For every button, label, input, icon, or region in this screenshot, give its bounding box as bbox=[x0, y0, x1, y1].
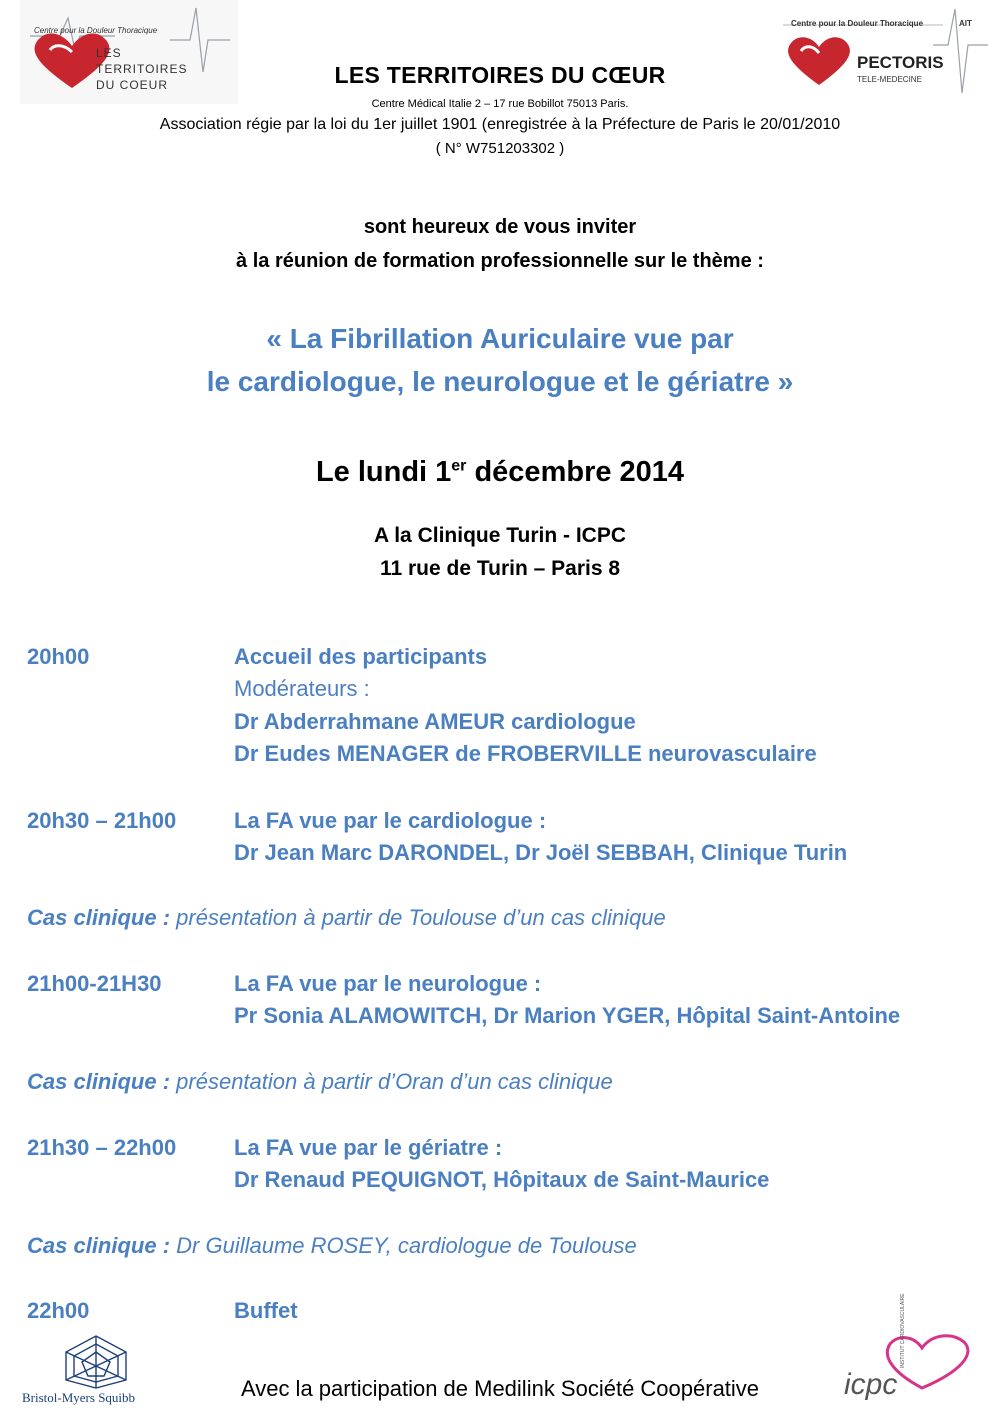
clinical-case-label: Cas clinique : bbox=[27, 1233, 171, 1258]
organization-title: LES TERRITOIRES DU CŒUR bbox=[334, 62, 666, 88]
program-title: La FA vue par le cardiologue : bbox=[234, 808, 547, 833]
organization-address: Centre Médical Italie 2 – 17 rue Bobillot 75013 Paris. bbox=[371, 98, 629, 110]
venue-address: 11 rue de Turin – Paris 8 bbox=[379, 557, 621, 580]
program-time: 22h00 bbox=[27, 1298, 90, 1323]
theme-line-2: le cardiologue, le neurologue et le gériatre » bbox=[206, 366, 794, 397]
program-time: 20h00 bbox=[27, 644, 90, 669]
program-speakers: Pr Sonia ALAMOWITCH, Dr Marion YGER, Hôpital Saint-Antoine bbox=[234, 1003, 901, 1028]
program-title: Accueil des participants bbox=[234, 644, 488, 669]
invitation-line-1: sont heureux de vous inviter bbox=[363, 216, 637, 238]
association-number: ( N° W751203302 ) bbox=[435, 140, 565, 157]
icpc-logo-subtext: INSTITUT CARDIOVASCULAIRE bbox=[900, 1293, 906, 1368]
program-title: La FA vue par le neurologue : bbox=[234, 971, 542, 996]
right-logo-tagline: Centre pour la Douleur Thoracique bbox=[791, 19, 924, 28]
clinical-case bbox=[27, 1065, 613, 1098]
clinical-case bbox=[27, 901, 666, 934]
left-logo-line3: DU COEUR bbox=[96, 78, 169, 92]
venue-name: A la Clinique Turin - ICPC bbox=[374, 524, 626, 547]
left-logo-line1: LES bbox=[96, 46, 122, 60]
program-speakers: Dr Jean Marc DARONDEL, Dr Joël SEBBAH, Clinique Turin bbox=[234, 840, 848, 865]
program-speakers: Dr Renaud PEQUIGNOT, Hôpitaux de Saint-Maurice bbox=[234, 1167, 770, 1192]
icpc-logo bbox=[842, 1293, 982, 1408]
event-date-suffix: décembre 2014 bbox=[466, 456, 685, 488]
clinical-case-label: Cas clinique : bbox=[27, 1069, 171, 1094]
clinical-case-label: Cas clinique : bbox=[27, 905, 171, 930]
event-date bbox=[0, 456, 1000, 489]
clinical-case-text: Dr Guillaume ROSEY, cardiologue de Toulouse bbox=[170, 1233, 637, 1258]
program-title: Buffet bbox=[234, 1298, 298, 1323]
program-time: 21h30 – 22h00 bbox=[27, 1135, 177, 1160]
right-logo-corner-text: AIT bbox=[959, 19, 972, 28]
footer-participation: Avec la participation de Medilink Société Coopérative bbox=[240, 1376, 760, 1401]
clinical-case-text: présentation à partir de Toulouse d’un cas clinique bbox=[170, 905, 666, 930]
clinical-case-text: présentation à partir d’Oran d’un cas clinique bbox=[170, 1069, 613, 1094]
event-date-superscript: er bbox=[451, 457, 467, 475]
left-logo-line2: TERRITOIRES bbox=[96, 62, 188, 76]
moderators-label: Modérateurs : bbox=[234, 676, 370, 701]
right-logo-name: PECTORIS bbox=[857, 53, 944, 72]
moderator: Dr Abderrahmane AMEUR cardiologue bbox=[234, 709, 636, 734]
moderator: Dr Eudes MENAGER de FROBERVILLE neurovasculaire bbox=[234, 741, 817, 766]
theme-line-1: « La Fibrillation Auriculaire vue par bbox=[266, 323, 734, 354]
association-statement: Association régie par la loi du 1er juillet 1901 (enregistrée à la Préfecture de Paris le 20/01/2010 bbox=[159, 116, 841, 133]
icpc-logo-text: icpc bbox=[844, 1368, 898, 1401]
bms-logo-text: Bristol-Myers Squibb bbox=[22, 1390, 136, 1405]
left-logo-tagline: Centre pour la Douleur Thoracique bbox=[34, 26, 158, 35]
invitation-line-2: à la réunion de formation professionnelle sur le thème : bbox=[236, 250, 764, 272]
program-time: 21h00-21H30 bbox=[27, 971, 162, 996]
right-logo-sub: TELE-MEDECINE bbox=[857, 75, 922, 84]
clinical-case bbox=[27, 1229, 637, 1262]
program-time: 20h30 – 21h00 bbox=[27, 808, 177, 833]
event-date-prefix: Le lundi 1 bbox=[315, 456, 452, 488]
program-title: La FA vue par le gériatre : bbox=[234, 1135, 503, 1160]
